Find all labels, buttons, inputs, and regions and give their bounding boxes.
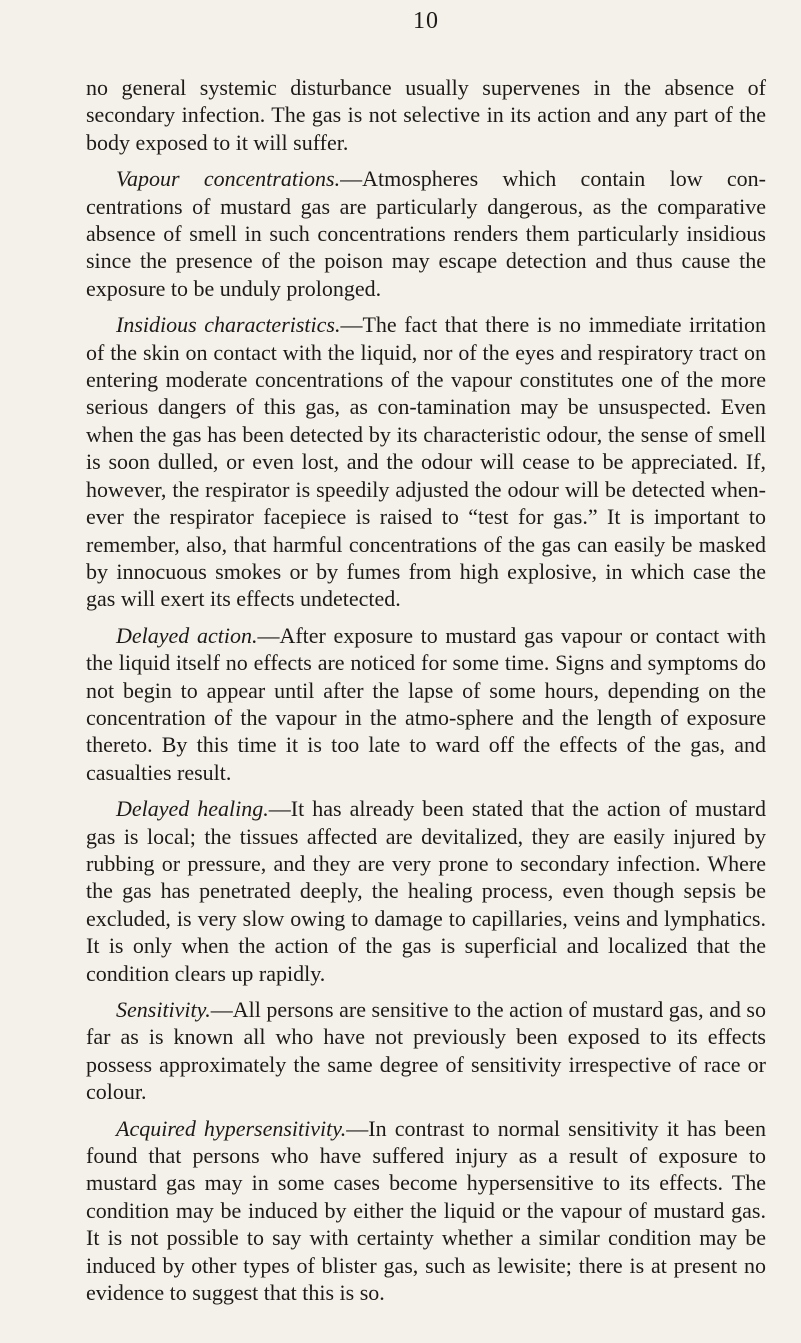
- paragraph-acquired-hypersensitivity: [86, 1115, 766, 1307]
- paragraph-text: —After exposure to mustard gas vapour or contact with the liquid itself no effects are noticed for some time. Signs and symptoms do not begin to appear until after the lapse of some hours, depending on the concentration of the vapour in the atmo-sphere and the length of exposure thereto. By this time it is too late to ward off the effects of the gas, and casualties result.: [86, 622, 766, 785]
- paragraph-insidious-characteristics: [86, 311, 766, 612]
- page-number: 10: [413, 8, 439, 34]
- paragraph-heading: Acquired hypersensitivity.: [116, 1115, 347, 1141]
- paragraph-text: no general systemic disturbance usually supervenes in the absence of secondary infection. The gas is not selective in its action and any part of the body exposed to it will suffer.: [86, 75, 766, 155]
- paragraph-sensitivity: [86, 996, 766, 1106]
- paragraph-delayed-action: [86, 622, 766, 786]
- paragraph-text: —The fact that there is no immediate irritation of the skin on contact with the liquid, nor of the eyes and respiratory tract on entering moderate concentrations of the vapour constitutes one of the more serious dangers of this gas, as con-tamination may be unsuspected. Even when the gas has been detected by its characteristic odour, the sense of smell is soon dulled, or even lost, and the odour will cease to be appreciated. If, however, the respirator is speedily adjusted the odour will be detected when-ever the respirator facepiece is raised to “test for gas.” It is important to remember, also, that harmful concentrations of the gas can easily be masked by innocuous smokes or by fumes from high explosive, in which case the gas will exert its effects undetected.: [86, 312, 766, 612]
- paragraph-delayed-healing: [86, 795, 766, 987]
- paragraph-heading: Vapour concentrations.: [116, 166, 341, 192]
- paragraph-vapour-concentrations: [86, 165, 766, 302]
- paragraph-continuation: [86, 74, 766, 156]
- paragraph-heading: Delayed healing.: [116, 796, 269, 822]
- paragraph-text: —Atmospheres which contain low con-centrations of mustard gas are particularly dangerous, as the comparative absence of smell in such concentrations renders them particularly insidious since the presence of the poison may escape detection and thus cause the exposure to be unduly prolonged.: [86, 166, 766, 301]
- paragraph-text: —It has already been stated that the action of mustard gas is local; the tissues affected are devitalized, they are easily injured by rubbing or pressure, and they are very prone to secondary infection. Where the gas has penetrated deeply, the healing process, even though sepsis be excluded, is very slow owing to damage to capillaries, veins and lymphatics. It is only when the action of the gas is superficial and localized that the condition clears up rapidly.: [86, 796, 766, 986]
- paragraph-heading: Insidious characteristics.: [116, 312, 341, 338]
- paragraph-text: —All persons are sensitive to the action of mustard gas, and so far as is known all who have not previously been exposed to its effects possess approximately the same degree of sensitivity irrespective of race or colour.: [86, 997, 766, 1105]
- paragraph-heading: Delayed action.: [116, 622, 258, 648]
- paragraph-text: —In contrast to normal sensitivity it has been found that persons who have suffered injury as a result of exposure to mustard gas may in some cases become hypersensitive to its effects. The condition may be induced by either the liquid or the vapour of mustard gas. It is not possible to say with certainty whether a similar condition may be induced by other types of blister gas, such as lewisite; there is at present no evidence to suggest that this is so.: [86, 1115, 766, 1306]
- paragraph-heading: Sensitivity.: [116, 997, 211, 1022]
- document-page: [86, 6, 766, 1315]
